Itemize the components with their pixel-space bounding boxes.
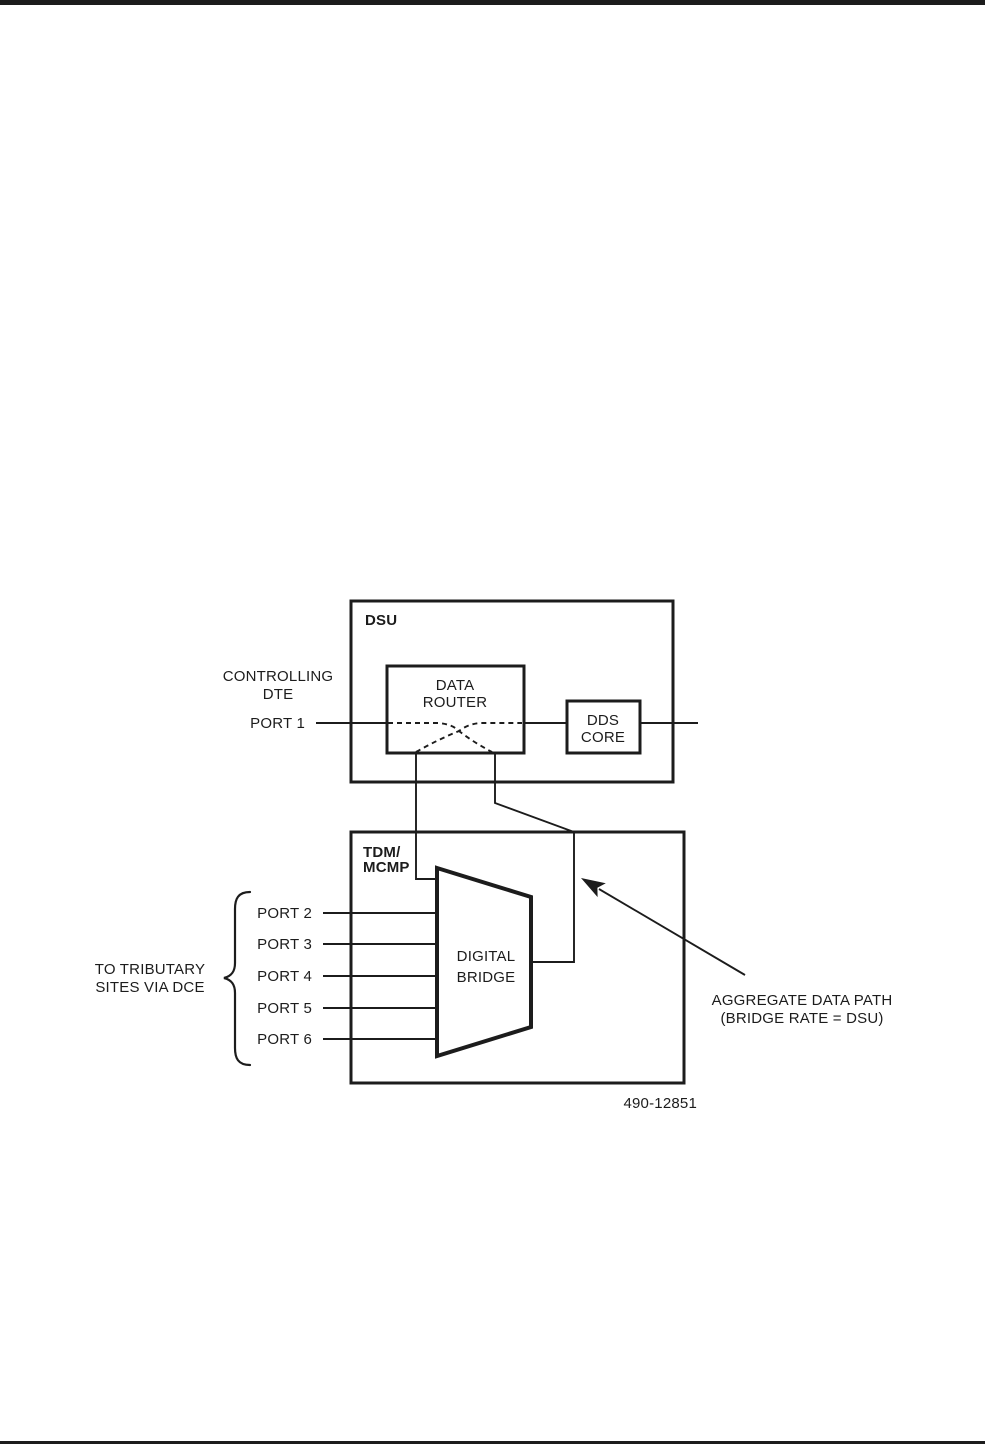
data-router-label-line1: DATA — [435, 677, 475, 694]
tdm-mcmp-label-line2: MCMP — [363, 859, 410, 876]
port5-label: PORT 5 — [257, 1000, 312, 1017]
port4-label: PORT 4 — [257, 968, 312, 985]
dds-core-label-line2: CORE — [580, 729, 626, 746]
tributary-note-line1: TO TRIBUTARY — [94, 961, 206, 978]
aggregate-note-line2: (BRIDGE RATE = DSU) — [720, 1010, 884, 1027]
digital-bridge-label-line1: DIGITAL — [456, 948, 516, 965]
tributary-ports-brace — [224, 892, 250, 1065]
port1-label: PORT 1 — [250, 715, 305, 732]
controlling-dte-label-line2: DTE — [262, 686, 294, 703]
controlling-dte-label-line1: CONTROLLING — [222, 668, 334, 685]
tributary-note-line2: SITES VIA DCE — [95, 979, 205, 996]
page-bottom-rule — [0, 1441, 985, 1444]
tdm-mcmp-label-line1: TDM/ — [363, 844, 401, 861]
port6-label: PORT 6 — [257, 1031, 312, 1048]
dsu-label: DSU — [365, 612, 398, 629]
figure-number: 490-12851 — [623, 1095, 697, 1112]
digital-bridge-label-line2: BRIDGE — [456, 969, 516, 986]
port2-label: PORT 2 — [257, 905, 312, 922]
aggregate-note-line1: AGGREGATE DATA PATH — [711, 992, 893, 1009]
dds-core-label-line1: DDS — [586, 712, 620, 729]
port3-label: PORT 3 — [257, 936, 312, 953]
data-router-label-line2: ROUTER — [422, 694, 488, 711]
